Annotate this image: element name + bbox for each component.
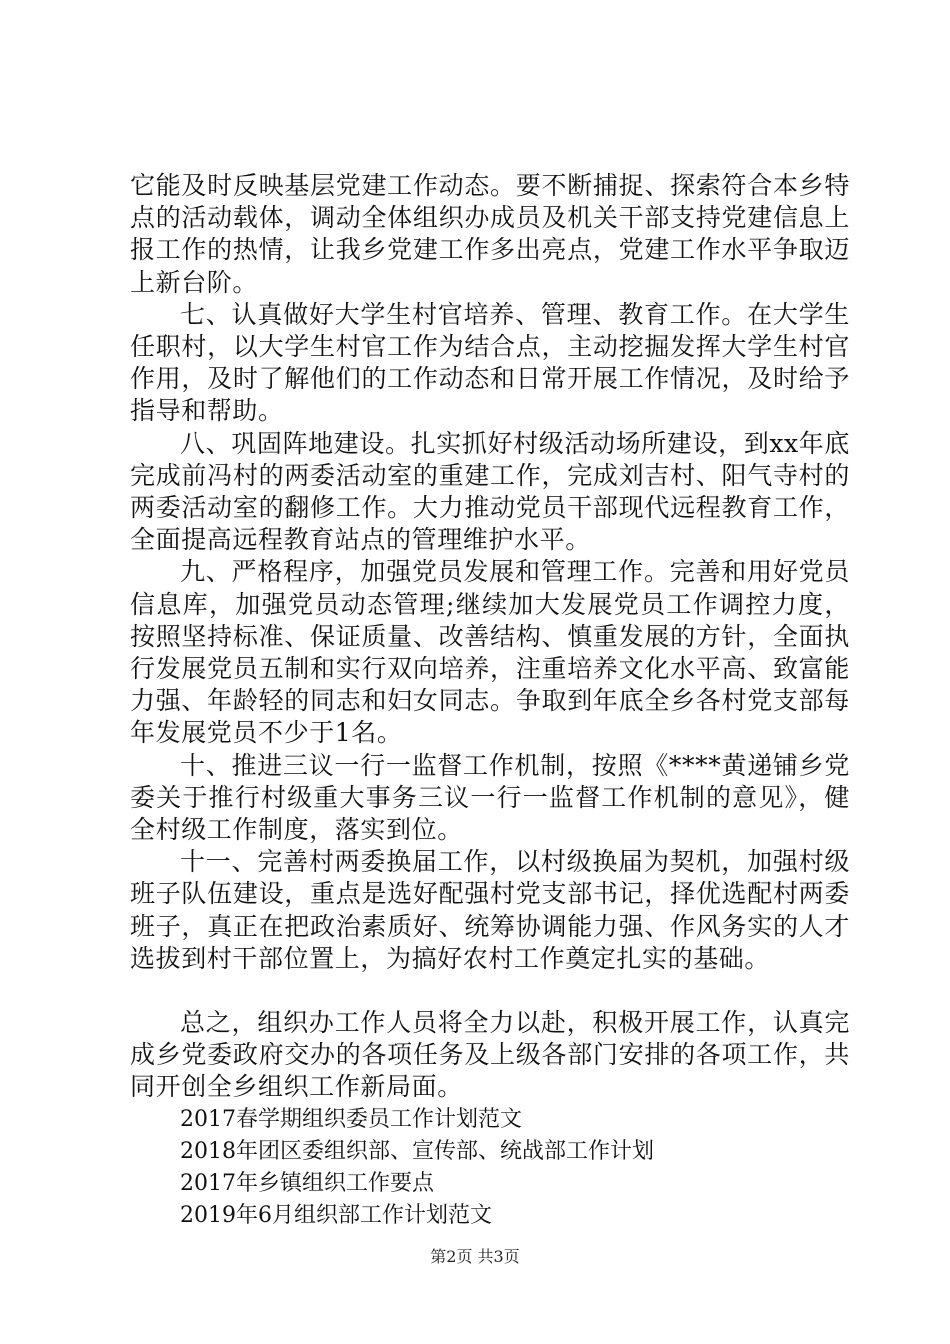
paragraph-item-8: 八、巩固阵地建设。扎实抓好村级活动场所建设，到xx年底完成前冯村的两委活动室的重建工作，完成刘吉村、阳气寺村的两委活动室的翻修工作。大力推动党员干部现代远程教育工作，全面提高远程教育站点的管理维护水平。 — [130, 428, 850, 555]
related-link[interactable]: 2018年团区委组织部、宣传部、统战部工作计划 — [180, 1138, 654, 1164]
related-links — [130, 1104, 850, 1233]
related-link[interactable]: 2017年乡镇组织工作要点 — [180, 1171, 434, 1197]
paragraph-continuation: 它能及时反映基层党建工作动态。要不断捕捉、探索符合本乡特点的活动载体，调动全体组织办成员及机关干部支持党建信息上报工作的热情，让我乡党建工作多出亮点，党建工作水平争取迈上新台阶。 — [130, 171, 850, 297]
paragraph-item-7: 七、认真做好大学生村官培养、管理、教育工作。在大学生任职村，以大学生村官工作为结合点，主动挖掘发挥大学生村官作用，及时了解他们的工作动态和日常开展工作情况，及时给予指导和帮助。 — [130, 299, 850, 426]
paragraph-item-9: 九、严格程序，加强党员发展和管理工作。完善和用好党员信息库，加强党员动态管理;继续加大发展党员工作调控力度，按照坚持标准、保证质量、改善结构、慎重发展的方针，全面执行发展党员五制和实行双向培养，注重培养文化水平高、致富能力强、年龄轻的同志和妇女同志。争取到年底全乡各村党支部每年发展党员不少于1名。 — [130, 557, 850, 748]
paragraph-item-10: 十、推进三议一行一监督工作机制，按照《****黄递铺乡党委关于推行村级重大事务三议一行一监督工作机制的意见》，健全村级工作制度，落实到位。 — [130, 750, 850, 845]
paragraph-conclusion: 总之，组织办工作人员将全力以赴，积极开展工作，认真完成乡党委政府交办的各项任务及上级各部门安排的各项工作，共同开创全乡组织工作新局面。 — [130, 1008, 850, 1102]
document-body — [130, 170, 850, 1233]
related-link[interactable]: 2017春学期组织委员工作计划范文 — [180, 1106, 522, 1132]
paragraph-item-11: 十一、完善村两委换届工作，以村级换届为契机，加强村级班子队伍建设，重点是选好配强村党支部书记，择优选配村两委班子，真正在把政治素质好、统筹协调能力强、作风务实的人才选拔到村干部位置上，为搞好农村工作奠定扎实的基础。 — [130, 847, 850, 973]
page-number-footer: 第2页 共3页 — [430, 1247, 520, 1266]
related-link[interactable]: 2019年6月组织部工作计划范文 — [180, 1203, 492, 1229]
